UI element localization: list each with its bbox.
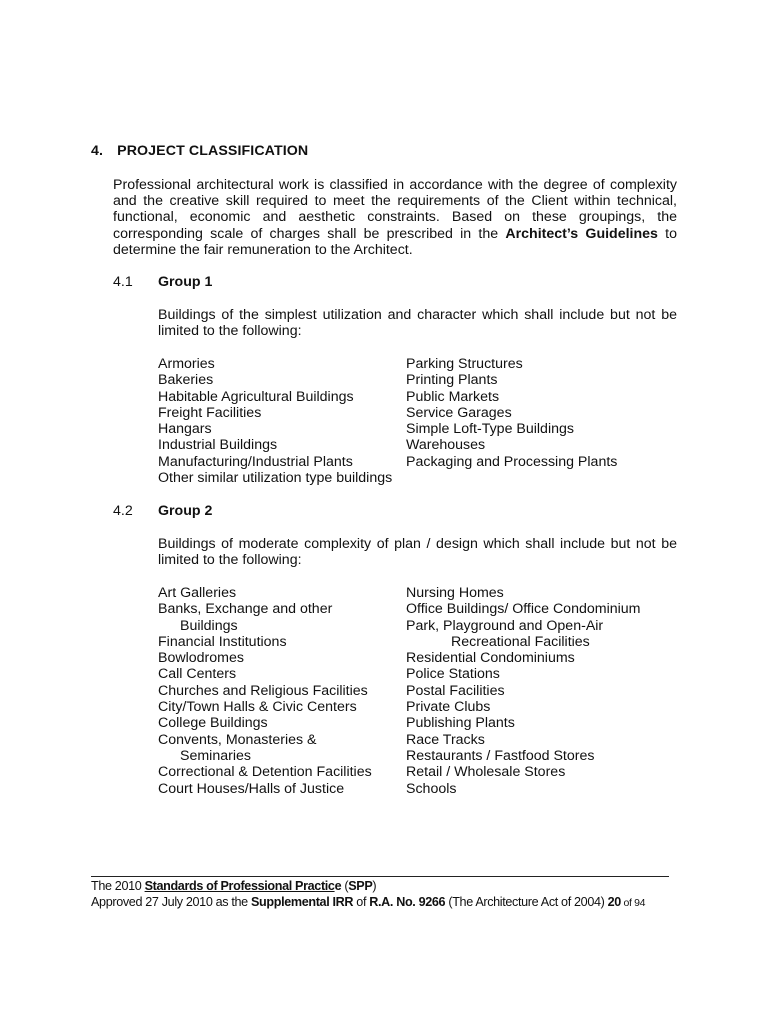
- section-intro: [113, 177, 677, 258]
- footer-title-end: e: [334, 879, 342, 893]
- footer-standards-title: Standards of Professional Practic: [144, 879, 335, 893]
- list-item: Restaurants / Fastfood Stores: [406, 747, 595, 764]
- list-item: Race Tracks: [406, 731, 485, 748]
- group2-number: 4.2: [113, 503, 133, 519]
- section-number: 4.: [91, 143, 104, 159]
- list-item: Armories: [158, 356, 215, 372]
- group2-title: Group 2: [158, 503, 213, 519]
- list-item: Bowlodromes: [158, 650, 244, 667]
- group1-description: Buildings of the simplest utilization and character which shall include but not be limited to the following:: [158, 307, 677, 340]
- footer-text: ): [372, 879, 377, 893]
- group2-description: Buildings of moderate complexity of plan / design which shall include but not be limited to the following:: [158, 536, 677, 569]
- list-item: Churches and Religious Facilities: [158, 682, 368, 699]
- footer-text: of: [353, 895, 370, 909]
- footer-spp-abbr: SPP: [348, 879, 373, 893]
- page-total: of 94: [620, 897, 646, 909]
- list-item: Bakeries: [158, 372, 214, 389]
- list-item: Park, Playground and Open-Air: [406, 617, 604, 634]
- list-item: Banks, Exchange and other: [158, 601, 333, 618]
- list-item: Retail / Wholesale Stores: [406, 764, 566, 781]
- list-item: Public Markets: [406, 388, 500, 405]
- list-item: Nursing Homes: [406, 585, 504, 601]
- footer-line-1: [91, 879, 376, 893]
- list-item: Simple Loft-Type Buildings: [406, 421, 574, 438]
- group1-right-list: [406, 356, 617, 470]
- footer-ra-number: R.A. No. 9266: [369, 895, 446, 909]
- page-number: 20: [607, 895, 621, 909]
- list-item: City/Town Halls & Civic Centers: [158, 699, 357, 716]
- list-item: Manufacturing/Industrial Plants: [158, 453, 353, 470]
- list-item: Financial Institutions: [158, 633, 287, 650]
- list-item: Art Galleries: [158, 585, 237, 601]
- intro-text-1: Professional architectural work is classified in accordance with the degree of complexity and the creative skill required to meet the requirements of the Client within technical, functional, economic and aesthetic constraints. Based on these groupings, the corresponding scale of charges shall be prescribed in the: [113, 177, 677, 242]
- list-item: Habitable Agricultural Buildings: [158, 388, 354, 405]
- list-item: Other similar utilization type buildings: [158, 470, 393, 487]
- footer-text: The 2010: [91, 879, 145, 893]
- list-item: Recreational Facilities: [451, 633, 590, 650]
- footer-line-2: [91, 895, 645, 909]
- footer-divider: [91, 876, 669, 877]
- group1-title: Group 1: [158, 274, 213, 290]
- list-item: Service Garages: [406, 404, 512, 421]
- list-item: Industrial Buildings: [158, 437, 278, 454]
- list-item: Correctional & Detention Facilities: [158, 764, 372, 781]
- group2-right-list: [406, 585, 640, 797]
- group1-left-list: [158, 356, 392, 486]
- list-item: Postal Facilities: [406, 682, 505, 699]
- section-title: PROJECT CLASSIFICATION: [117, 143, 309, 159]
- list-item: Seminaries: [180, 747, 251, 764]
- list-item: Schools: [406, 780, 457, 797]
- list-item: Court Houses/Halls of Justice: [158, 780, 345, 797]
- group2-left-list: [158, 585, 372, 797]
- section-heading: [91, 143, 308, 159]
- list-item: Printing Plants: [406, 372, 498, 389]
- list-item: Parking Structures: [406, 356, 523, 372]
- footer-text: (: [341, 879, 349, 893]
- intro-guidelines-bold: Architect’s Guidelines: [505, 225, 658, 242]
- list-item: College Buildings: [158, 715, 268, 732]
- list-item: Private Clubs: [406, 699, 491, 716]
- list-item: Residential Condominiums: [406, 650, 575, 667]
- group1-number: 4.1: [113, 274, 133, 290]
- list-item: Warehouses: [406, 437, 486, 454]
- list-item: Freight Facilities: [158, 404, 262, 421]
- footer-act: (The Architecture Act of 2004): [445, 895, 608, 909]
- footer-text: Approved 27 July 2010 as the: [91, 895, 251, 909]
- footer-irr: Supplemental IRR: [250, 895, 354, 909]
- list-item: Packaging and Processing Plants: [406, 453, 618, 470]
- list-item: Buildings: [180, 617, 238, 634]
- list-item: Publishing Plants: [406, 715, 515, 732]
- intro-text-2: to determine the fair remuneration to the Architect.: [113, 225, 677, 258]
- list-item: Police Stations: [406, 666, 500, 683]
- list-item: Call Centers: [158, 666, 237, 683]
- list-item: Hangars: [158, 421, 212, 438]
- list-item: Convents, Monasteries &: [158, 731, 317, 748]
- list-item: Office Buildings/ Office Condominium: [406, 601, 641, 618]
